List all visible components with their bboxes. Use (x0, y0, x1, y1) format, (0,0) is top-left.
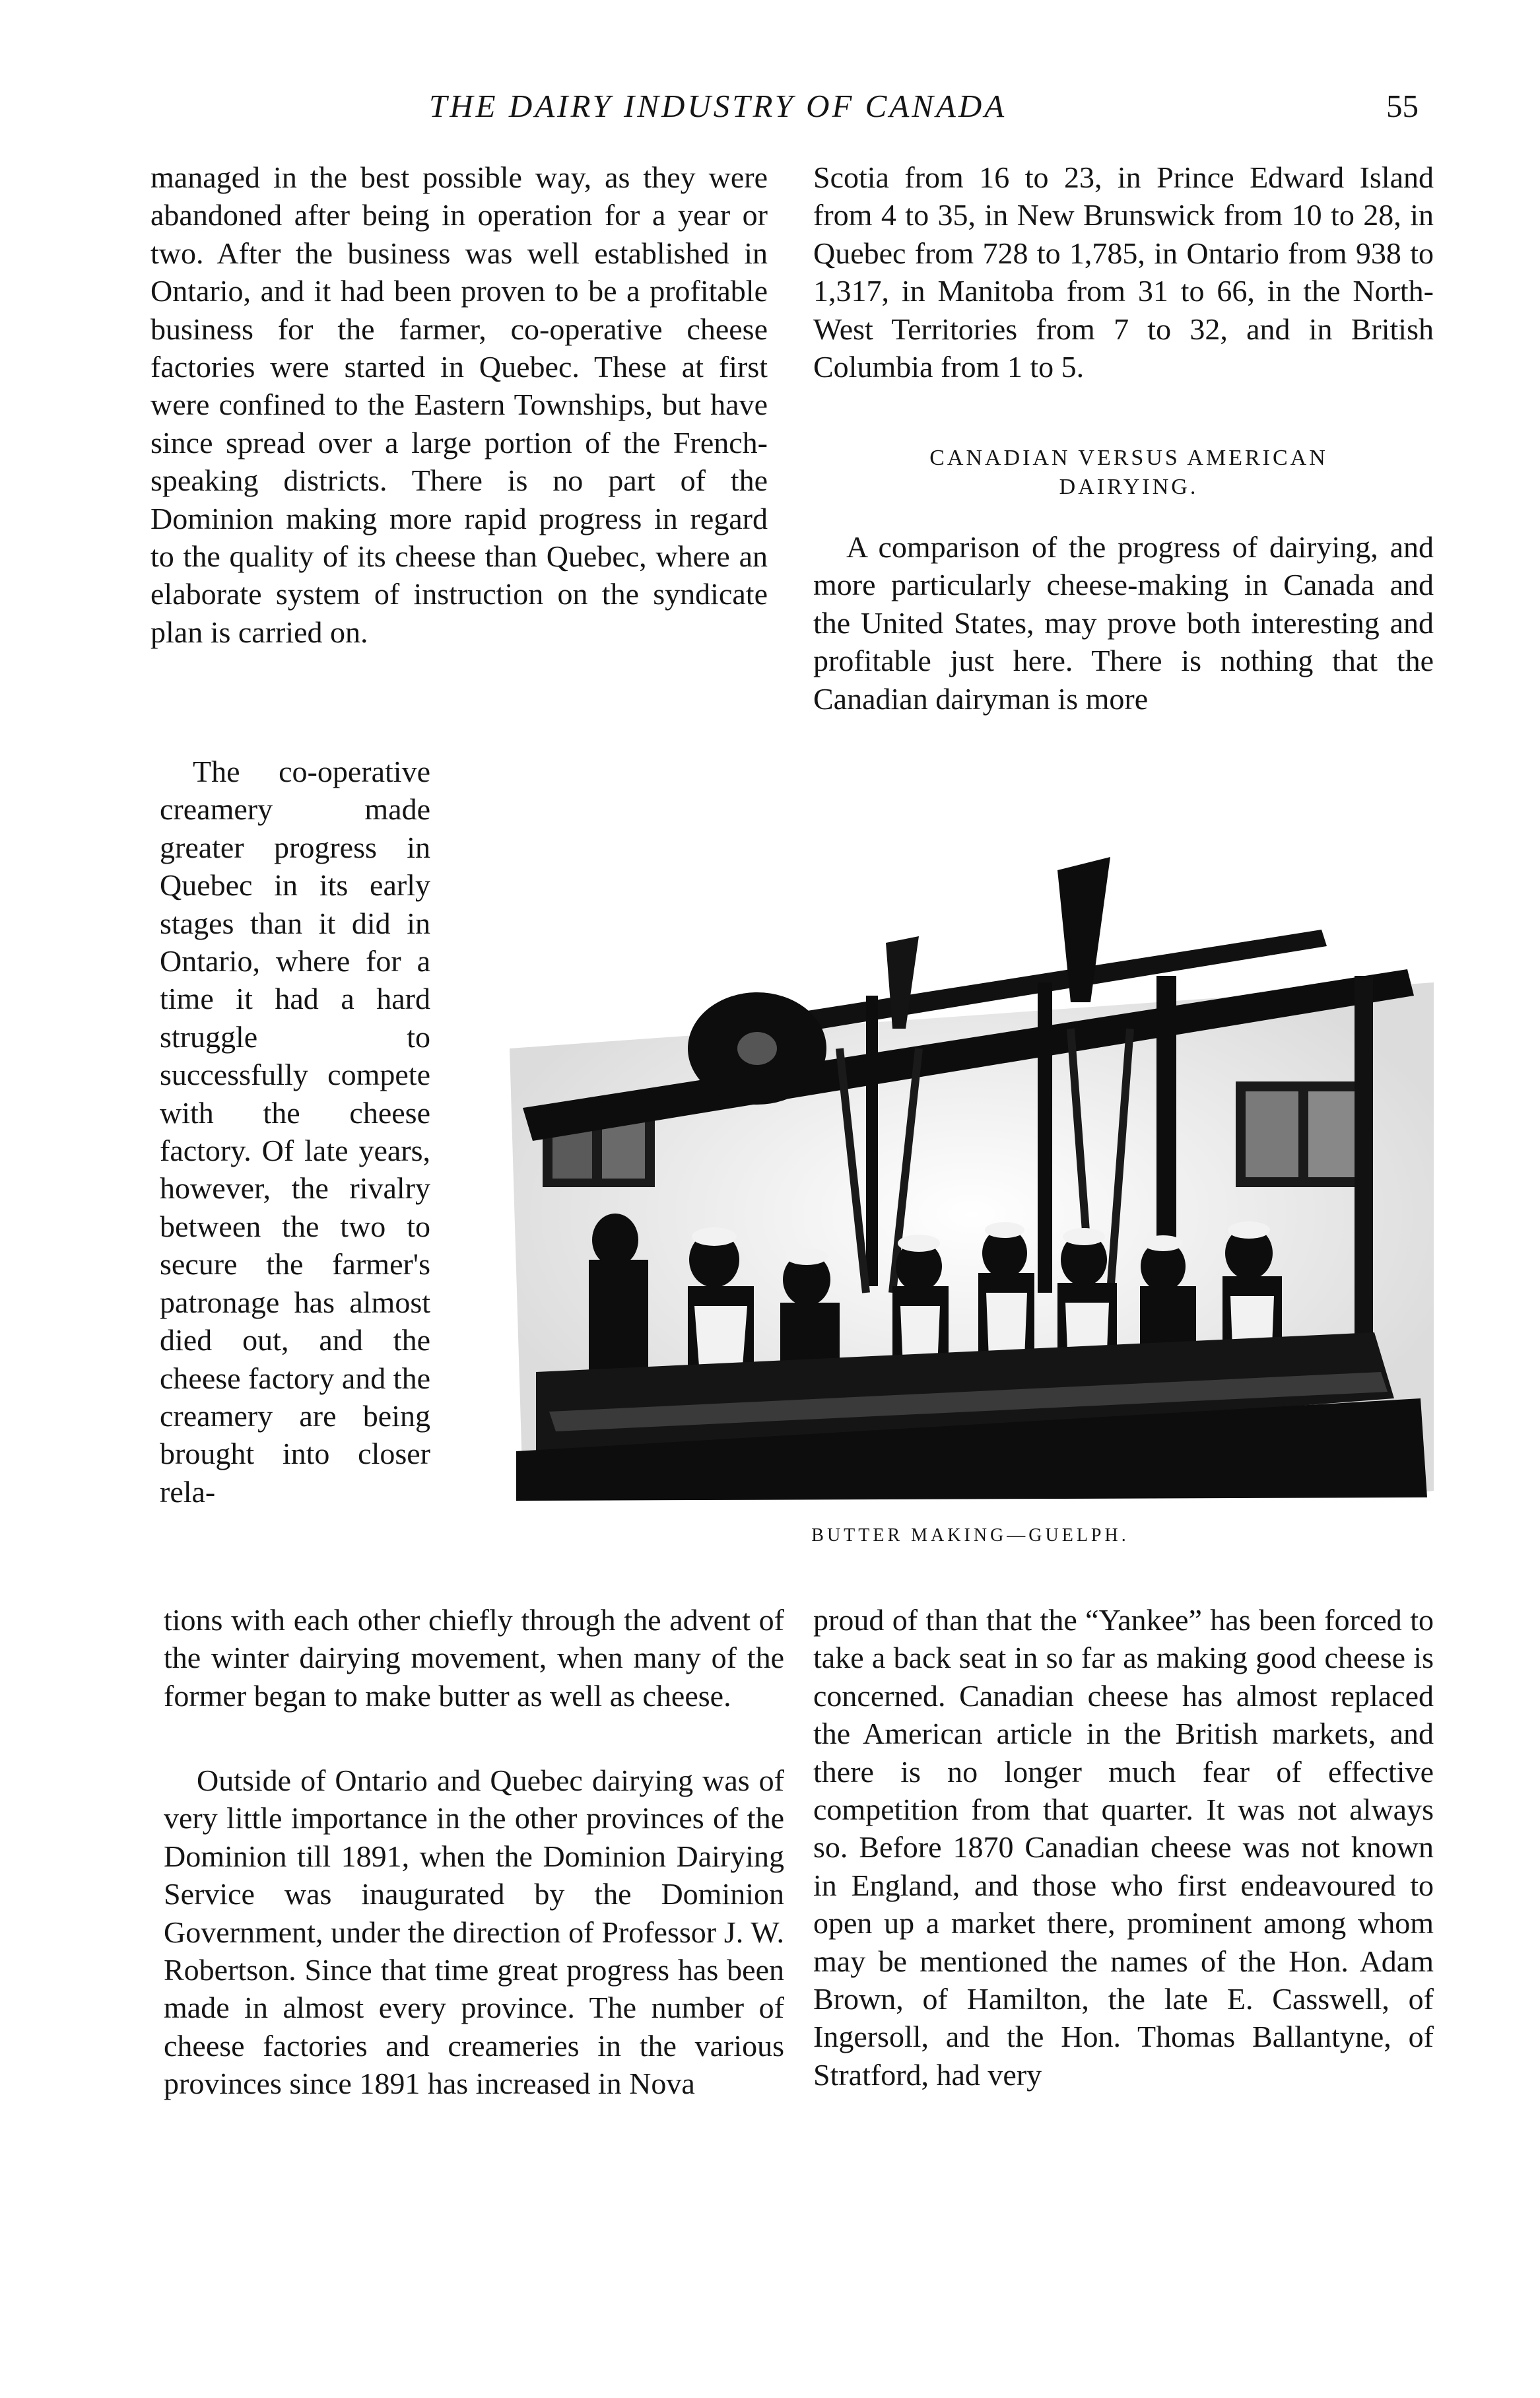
butter-making-photo (496, 831, 1440, 1503)
left-paragraph-1: managed in the best possible way, as they were abandoned after being in operation for a year or two. After the business was well established in Ontario, and it had been proven to be a profitable business for the farmer, co-operative cheese factories were started in Quebec. These at first were confined to the Eastern Townships, but have since spread over a large portion of the French-speaking districts. There is no part of the Dominion making more rapid progress in regard to the quality of its cheese than Quebec, where an elaborate system of instruction on the syndicate plan is carried on. (151, 160, 768, 649)
left-paragraph-3: Outside of Ontario and Quebec dairying was of very little importance in the other provinces of the Dominion till 1891, when the Dominion Dairying Service was inaugurated by the Dominion Government, under the direction of Professor J. W. Robertson. Since that time great progress has been made in almost every province. The number of cheese factories and creameries in the various provinces since 1891 has increased in Nova (164, 1764, 784, 2101)
right-paragraph-section: A comparison of the progress of dairying, and more particularly cheese-making in Canada and the United States, may prove both interesting and profitable just here. There is nothing that the Canadian dairyman is more (813, 530, 1434, 716)
figure-caption: BUTTER MAKING—GUELPH. (811, 1525, 1129, 1546)
page-number: 55 (1386, 88, 1419, 124)
butter-making-illustration (496, 831, 1440, 1503)
running-title: THE DAIRY INDUSTRY OF CANADA (429, 88, 1007, 124)
running-head (0, 87, 1540, 127)
left-paragraph-2-wrapped: The co-operative creamery made greater progress in Quebec in its early stages than it did in Ontario, where for a time it had a hard struggle to successfully compete with the cheese factory. Of late years, however, the rivalry between the two to secure the farmer's patronage has almost died out, and the cheese factory and the creamery are being brought into closer rela- (160, 755, 430, 1509)
right-paragraph-top: Scotia from 16 to 23, in Prince Edward Island from 4 to 35, in New Brunswick from 10 to 28, in Quebec from 728 to 1,785, in Ontario from 938 to 1,317, in Manitoba from 31 to 66, in the North-West Territories from 7 to 32, and in British Columbia from 1 to 5. (813, 160, 1434, 384)
left-paragraph-2-continued: tions with each other chiefly through the advent of the winter dairying movement, when many of the former began to make butter as well as cheese. (164, 1603, 784, 1713)
right-paragraph-bottom: proud of than that the “Yankee” has been forced to take a back seat in so far as making good cheese is concerned. Canadian cheese has almost replaced the American article in the British markets, and there is no longer much fear of effective competition from that quarter. It was not always so. Before 1870 Canadian cheese was not known in England, and those who first endeavoured to open up a market there, prominent among whom may be mentioned the names of the Hon. Adam Brown, of Hamilton, the late E. Casswell, of Ingersoll, and the Hon. Thomas Ballantyne, of Stratford, had very (813, 1603, 1434, 2092)
section-heading: CANADIAN VERSUS AMERICAN DAIRYING. (929, 446, 1328, 499)
